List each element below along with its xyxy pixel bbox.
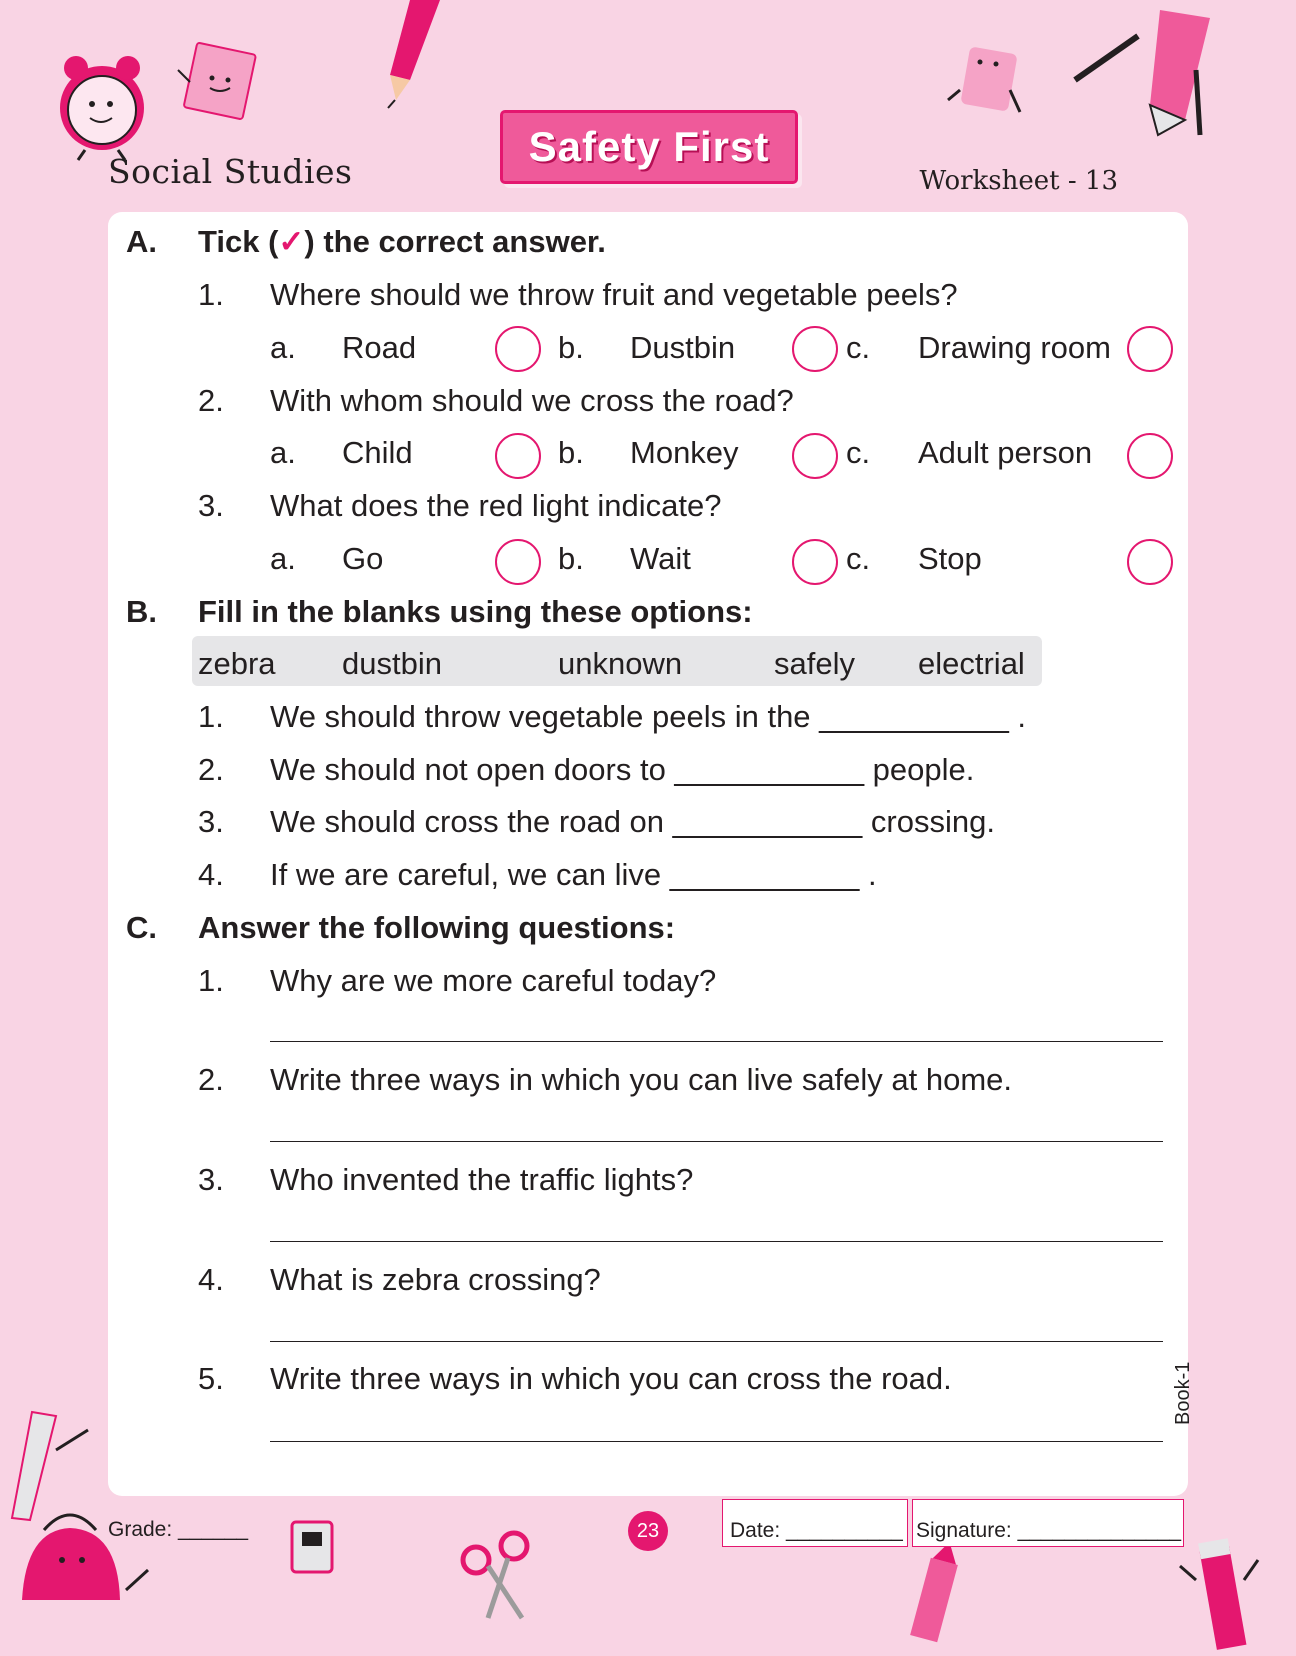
option-text: Wait <box>630 541 691 576</box>
alarm-clock-icon <box>60 56 144 160</box>
book-label: Book-1 <box>1172 1361 1194 1425</box>
option-label: b. <box>558 541 584 576</box>
eraser-icon <box>948 46 1020 112</box>
word-option: zebra <box>198 646 276 681</box>
section-b-letter: B. <box>126 594 157 629</box>
page-number-badge: 23 <box>628 1511 668 1551</box>
blank-sentence[interactable]: We should cross the road on ___________ crossing. <box>270 804 995 839</box>
question-number: 5. <box>198 1361 224 1396</box>
answer-circle[interactable] <box>1127 326 1173 372</box>
section-c-letter: C. <box>126 910 157 945</box>
answer-circle[interactable] <box>792 433 838 479</box>
answer-circle[interactable] <box>495 326 541 372</box>
question-number: 1. <box>198 277 224 312</box>
grade-field[interactable]: Grade: ______ <box>108 1518 249 1541</box>
question-number: 3. <box>198 1162 224 1197</box>
pencil-bottom-icon <box>1180 1538 1258 1650</box>
question-number: 2. <box>198 1062 224 1097</box>
blank-number: 3. <box>198 804 224 839</box>
question-text: Where should we throw fruit and vegetable peels? <box>270 277 958 312</box>
crayon-icon <box>910 1539 961 1642</box>
blank-number: 1. <box>198 699 224 734</box>
answer-line[interactable] <box>270 1041 1163 1042</box>
question-number: 4. <box>198 1262 224 1297</box>
section-c-heading: Answer the following questions: <box>198 910 676 945</box>
word-option: dustbin <box>342 646 442 681</box>
title-text: Safety First <box>528 123 770 170</box>
answer-line[interactable] <box>270 1341 1163 1342</box>
question-text: With whom should we cross the road? <box>270 383 794 418</box>
heading-pre: Tick ( <box>198 224 279 259</box>
answer-circle[interactable] <box>1127 433 1173 479</box>
option-text: Monkey <box>630 435 739 470</box>
answer-line[interactable] <box>270 1241 1163 1242</box>
option-text: Road <box>342 330 417 365</box>
answer-circle[interactable] <box>792 539 838 585</box>
answer-circle[interactable] <box>792 326 838 372</box>
date-label: Date: __________ <box>730 1519 903 1542</box>
option-label: a. <box>270 435 296 470</box>
question-text: What is zebra crossing? <box>270 1262 601 1297</box>
option-label: a. <box>270 330 296 365</box>
word-option: unknown <box>558 646 683 681</box>
answer-line[interactable] <box>270 1141 1163 1142</box>
option-text: Stop <box>918 541 982 576</box>
ruler-icon <box>12 1412 88 1520</box>
blank-sentence[interactable]: We should not open doors to ___________ people. <box>270 752 975 787</box>
question-text: Write three ways in which you can live safely at home. <box>270 1062 1013 1097</box>
blank-number: 4. <box>198 857 224 892</box>
signature-box[interactable] <box>912 1499 1184 1547</box>
section-a-heading <box>198 226 606 257</box>
question-text: Why are we more careful today? <box>270 963 717 998</box>
question-text: Write three ways in which you can cross the road. <box>270 1361 952 1396</box>
option-label: b. <box>558 435 584 470</box>
option-label: b. <box>558 330 584 365</box>
pencil-character-icon <box>1075 10 1210 135</box>
notepad-icon <box>178 42 256 119</box>
option-text: Drawing room <box>918 330 1111 365</box>
tick-icon: ✓ <box>278 224 305 259</box>
option-label: c. <box>846 541 871 576</box>
question-number: 3. <box>198 488 224 523</box>
question-text: What does the red light indicate? <box>270 488 722 523</box>
word-option: safely <box>774 646 855 681</box>
option-text: Adult person <box>918 435 1093 470</box>
answer-circle[interactable] <box>495 539 541 585</box>
blank-sentence[interactable]: We should throw vegetable peels in the ___________ . <box>270 699 1027 734</box>
answer-circle[interactable] <box>495 433 541 479</box>
heading-post: ) the correct answer. <box>304 224 606 259</box>
option-label: c. <box>846 330 871 365</box>
worksheet-title <box>500 110 798 184</box>
option-text: Child <box>342 435 413 470</box>
signature-label: Signature: ______________ <box>916 1519 1182 1542</box>
date-box[interactable] <box>722 1499 908 1547</box>
option-label: a. <box>270 541 296 576</box>
word-option: electrial <box>918 646 1025 681</box>
answer-line[interactable] <box>270 1441 1163 1442</box>
question-text: Who invented the traffic lights? <box>270 1162 694 1197</box>
blank-sentence[interactable]: If we are careful, we can live ___________ . <box>270 857 877 892</box>
section-a-letter: A. <box>126 224 157 259</box>
question-number: 2. <box>198 383 224 418</box>
subject-label: Social Studies <box>108 152 353 191</box>
blank-number: 2. <box>198 752 224 787</box>
question-number: 1. <box>198 963 224 998</box>
option-text: Go <box>342 541 384 576</box>
pencil-icon <box>388 0 440 108</box>
sharpener-icon <box>292 1522 332 1572</box>
worksheet-number: Worksheet - 13 <box>919 166 1118 196</box>
option-label: c. <box>846 435 871 470</box>
answer-circle[interactable] <box>1127 539 1173 585</box>
option-text: Dustbin <box>630 330 736 365</box>
scissors-icon <box>463 1533 527 1618</box>
section-b-heading: Fill in the blanks using these options: <box>198 594 753 629</box>
